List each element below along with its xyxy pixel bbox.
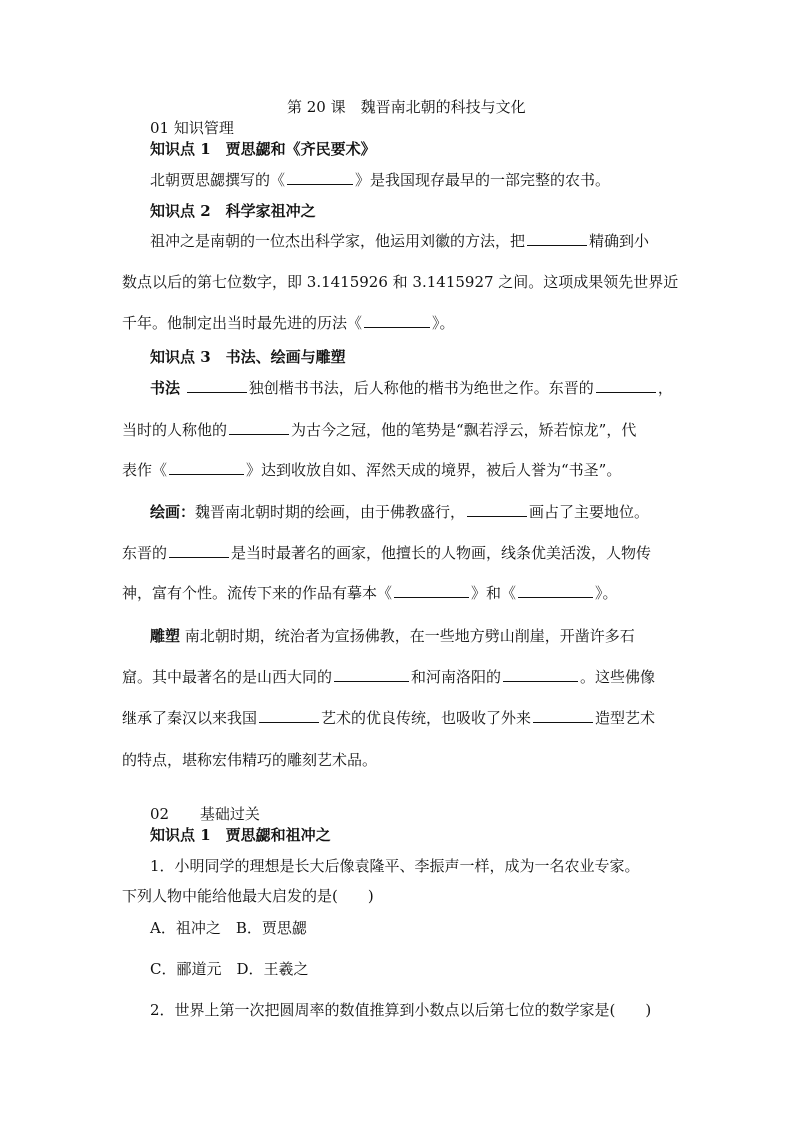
text: 造型艺术 [595, 709, 656, 727]
section-number: 02 [150, 805, 170, 823]
answer-blank[interactable] [364, 313, 430, 328]
answer-blank[interactable] [334, 667, 409, 682]
text: 继承了秦汉以来我国 [122, 709, 258, 727]
calligraphy-line2 [122, 420, 636, 440]
painting-line2 [122, 543, 651, 563]
calligraphy-line3 [122, 460, 621, 480]
page-title: 第 20 课 魏晋南北朝的科技与文化 [287, 98, 526, 116]
question-1-line1: 1．小明同学的理想是长大后像袁隆平、李振声一样，成为一名农业专家。 [150, 857, 640, 875]
text: 南北朝时期，统治者为宣扬佛教，在一些地方劈山削崖，开凿许多石 [184, 627, 635, 645]
kp2-line3 [122, 313, 455, 333]
sculpture-line2 [122, 667, 655, 687]
question-1-options-cd[interactable]: C．郦道元 D．王羲之 [150, 960, 309, 978]
text: 》。 [432, 314, 455, 332]
text: 是当时最著名的画家，他擅长的人物画，线条优美活泼，人物传 [231, 544, 652, 562]
sculpture-label: 雕塑 [150, 627, 181, 645]
text: 艺术的优良传统，也吸收了外来 [321, 709, 532, 727]
sculpture-line4: 的特点，堪称宏伟精巧的雕刻艺术品。 [122, 751, 378, 769]
sculpture-line3 [122, 708, 655, 728]
text: 为古今之冠，他的笔势是“飘若浮云，矫若惊龙”，代 [291, 421, 637, 439]
answer-blank[interactable] [533, 708, 593, 723]
text: 画占了主要地位。 [529, 503, 650, 521]
answer-blank[interactable] [467, 502, 527, 517]
answer-blank[interactable] [187, 378, 247, 393]
answer-blank[interactable] [169, 543, 229, 558]
section-heading-knowledge: 01 知识管理 [150, 119, 234, 137]
kp2-line1 [150, 231, 649, 251]
calligraphy-line1 [150, 378, 673, 398]
text: 独创楷书书法，后人称他的楷书为绝世之作。东晋的 [248, 379, 594, 397]
text: 当时的人称他的 [122, 421, 228, 439]
text: 表作《 [122, 461, 168, 479]
text: 和河南洛阳的 [411, 668, 502, 686]
answer-blank[interactable] [229, 420, 289, 435]
text: 。这些佛像 [580, 668, 656, 686]
answer-blank[interactable] [503, 667, 578, 682]
text: ， [657, 379, 673, 397]
section-title: 基础过关 [199, 805, 260, 823]
section2-heading [150, 804, 260, 824]
answer-blank[interactable] [527, 231, 587, 246]
answer-blank[interactable] [518, 583, 593, 598]
text: 》。 [595, 584, 618, 602]
section2-kp1-heading: 知识点 1 贾思勰和祖冲之 [150, 826, 331, 844]
text: 窟。其中最著名的是山西大同的 [122, 668, 333, 686]
text: 》达到收放自如、浑然天成的境界，被后人誉为“书圣”。 [246, 461, 622, 479]
kp2-line2: 数点以后的第七位数字，即 3.1415926 和 3.1415927 之间。这项成果领先世界近 [122, 273, 679, 291]
question-1-line2: 下列人物中能给他最大启发的是( ) [122, 887, 374, 905]
painting-line1 [150, 502, 649, 522]
answer-blank[interactable] [259, 708, 319, 723]
sculpture-line1 [150, 626, 635, 646]
text: 》是我国现存最早的一部完整的农书。 [355, 171, 611, 189]
text: 祖冲之是南朝的一位杰出科学家，他运用刘徽的方法，把 [150, 232, 526, 250]
painting-line3 [122, 583, 618, 603]
answer-blank[interactable] [169, 460, 244, 475]
question-1-options-ab[interactable]: A．祖冲之 B．贾思勰 [150, 919, 307, 937]
text: 神，富有个性。流传下来的作品有摹本《 [122, 584, 393, 602]
question-2-line1: 2．世界上第一次把圆周率的数值推算到小数点以后第七位的数学家是( ) [150, 1001, 652, 1019]
text: 东晋的 [122, 544, 168, 562]
text: 精确到小 [589, 232, 650, 250]
kp2-heading: 知识点 2 科学家祖冲之 [150, 202, 316, 220]
answer-blank[interactable] [287, 170, 353, 185]
answer-blank[interactable] [394, 583, 469, 598]
calligraphy-label: 书法 [150, 379, 181, 397]
text: 北朝贾思勰撰写的《 [150, 171, 286, 189]
text: 魏晋南北朝时期的绘画，由于佛教盛行， [195, 503, 466, 521]
text: 千年。他制定出当时最先进的历法《 [122, 314, 363, 332]
painting-label: 绘画： [150, 503, 196, 521]
kp1-text [150, 170, 610, 190]
text: 》和《 [471, 584, 517, 602]
answer-blank[interactable] [596, 378, 656, 393]
kp3-heading: 知识点 3 书法、绘画与雕塑 [150, 348, 346, 366]
kp1-heading: 知识点 1 贾思勰和《齐民要术》 [150, 140, 376, 158]
